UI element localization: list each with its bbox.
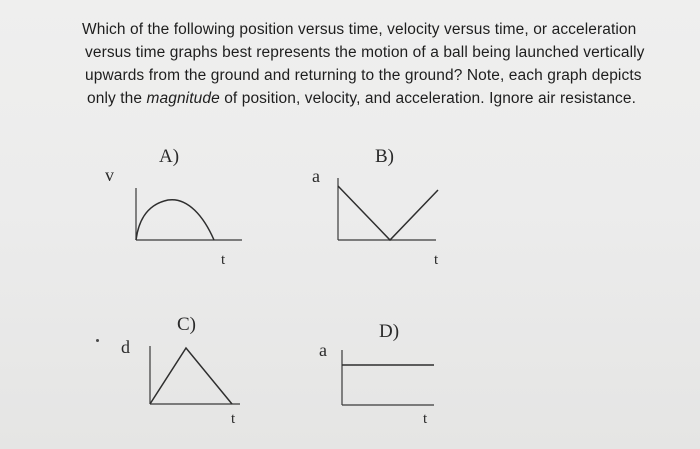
question-line-1: Which of the following position versus time, velocity versus time, or acceleration <box>82 21 637 38</box>
option-d-graph <box>336 348 441 410</box>
option-c-y-axis-label: d <box>121 337 130 357</box>
option-d-x-axis-label: t <box>423 411 428 427</box>
question-line-4 <box>82 87 692 110</box>
paper-speck <box>96 339 99 342</box>
option-c-curve <box>150 348 232 404</box>
option-b-x-axis-label: t <box>434 252 439 268</box>
option-c-title: C) <box>177 314 196 335</box>
question-line-4-end: of position, velocity, and acceleration. Ignore air resistance. <box>219 90 637 107</box>
question-line-3: upwards from the ground and returning to the ground? Note, each graph depicts <box>85 67 642 84</box>
option-b-graph <box>332 176 447 246</box>
option-b-curve <box>338 186 438 240</box>
option-c-x-axis-label: t <box>231 411 236 427</box>
option-a-curve <box>136 200 214 240</box>
option-a-x-axis-label: t <box>221 252 226 268</box>
option-b-title: B) <box>375 146 394 167</box>
option-b-y-axis-label: a <box>312 166 320 186</box>
question-line-4-start: only the <box>87 90 147 107</box>
option-d-y-axis-label: a <box>319 340 327 360</box>
question-emphasis: magnitude <box>146 90 220 107</box>
option-a-title: A) <box>159 146 180 167</box>
option-a-y-axis-label: v <box>105 165 114 185</box>
question-line-2: versus time graphs best represents the motion of a ball being launched vertically <box>85 44 645 61</box>
option-d-title: D) <box>379 321 400 342</box>
option-c-graph <box>144 344 254 410</box>
option-a-graph <box>130 185 245 245</box>
question-text <box>82 18 692 110</box>
